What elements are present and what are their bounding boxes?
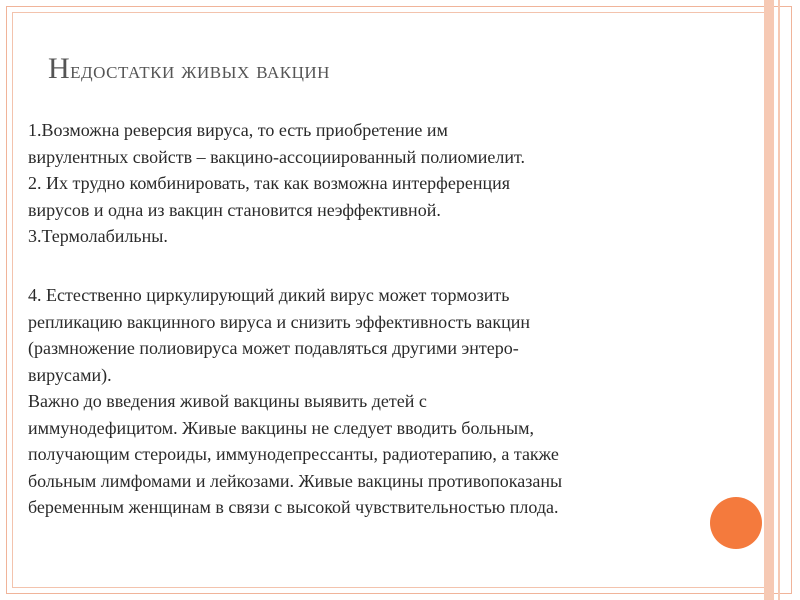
text-line: 1.Возможна реверсия вируса, то есть приобретение им (28, 120, 448, 140)
text-line: получающим стероиды, иммунодепрессанты, радиотерапию, а также (28, 444, 559, 464)
text-line: беременным женщинам в связи с высокой чувствительностью плода. (28, 497, 559, 517)
slide-title-initial: Н (48, 52, 71, 85)
text-line: 2. Их трудно комбинировать, так как возможна интерференция (28, 173, 511, 193)
decorative-side-line (778, 0, 780, 600)
text-line: 3.Термолабильны. (28, 226, 168, 246)
text-line: больным лимфомами и лейкозами. Живые вакцины противопоказаны (28, 470, 563, 491)
text-line: вирусов и одна из вакцин становится неэффективной. (28, 199, 441, 220)
text-line: вирусами). (28, 364, 112, 385)
text-line: (размножение полиовируса может подавляться другими энтеро- (28, 338, 519, 358)
text-line: 4. Естественно циркулирующий дикий вирус может тормозить (28, 285, 510, 305)
decorative-side-bar (764, 0, 774, 600)
slide-title (48, 52, 330, 86)
slide-title-rest: едостатки живых вакцин (70, 58, 330, 84)
decorative-orange-circle (710, 497, 762, 549)
text-line: иммунодефицитом. Живые вакцины не следует вводить больным, (28, 417, 535, 438)
text-line: вирулентных свойств – вакцино-ассоциированный полиомиелит. (28, 146, 525, 167)
text-line: репликацию вакцинного вируса и снизить эффективность вакцин (28, 311, 531, 332)
paragraph-disadvantages-1-3 (28, 117, 708, 250)
paragraph-disadvantage-4 (28, 282, 708, 521)
text-line: Важно до введения живой вакцины выявить детей с (28, 391, 427, 411)
